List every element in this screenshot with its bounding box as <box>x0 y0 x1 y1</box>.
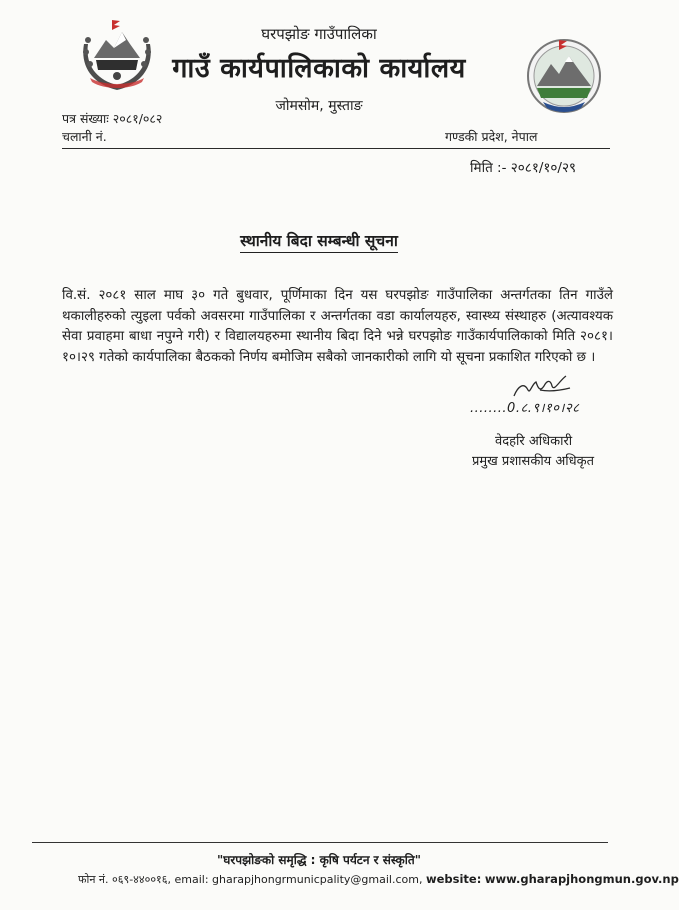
notice-body: वि.सं. २०८१ साल माघ ३० गते बुधवार, पूर्णिमाका दिन यस घरपझोङ गाउँपालिका अन्तर्गतका तिन गाउँले थकालीहरुको त्युइला पर्वको अवसरमा गाउँपालिका र अन्तर्गतका वडा कार्यालयहरु, स्वास्थ्य संस्थाहरु (अत्यावश्यक सेवा प्रवाहमा बाधा नपुग्ने गरी) र विद्यालयहरुमा स्थानीय बिदा दिने भन्ने घरपझोङ गाउँकार्यपालिकाको मिति २०८१।१०।२९ गतेको कार्यपालिका बैठकको निर्णय बमोजिम सबैको जानकारीको लागि यो सूचना प्रकाशित गरिएको छ । <box>62 288 613 365</box>
footer-contact <box>78 872 679 887</box>
signatory-name: वेदहरि अधिकारी <box>495 434 573 449</box>
letter-date: मिति :- २०८१/१०/२९ <box>470 160 577 176</box>
website-url: www.gharapjhongmun.gov.np <box>484 872 679 886</box>
signature-date: ........0.८.९।१०।२८ <box>470 401 580 416</box>
footer-divider <box>32 842 608 843</box>
notice-title-text: स्थानीय बिदा सम्बन्धी सूचना <box>240 232 398 253</box>
reference-number: पत्र संख्याः २०८१/०८२ <box>62 111 163 126</box>
office-name: गाउँ कार्यपालिकाको कार्यालय <box>172 53 466 84</box>
municipality-name: घरपझोङ गाउँपालिका <box>261 25 377 43</box>
signatory-title: प्रमुख प्रशासकीय अधिकृत <box>472 454 595 469</box>
province-country: गण्डकी प्रदेश, नेपाल <box>445 129 538 144</box>
header-divider <box>62 148 610 149</box>
notice-title <box>0 229 638 251</box>
footer-slogan: "घरपझोङको समृद्धि : कृषि पर्यटन र संस्कृति" <box>217 853 421 867</box>
website-label: website: <box>425 872 482 886</box>
office-location: जोमसोम, मुस्ताङ <box>275 98 363 114</box>
phone-number: फोन नं. ०६९-४४००१६, <box>78 873 171 886</box>
email-label: email: <box>174 873 209 886</box>
dispatch-number: चलानी नं. <box>62 129 107 144</box>
email-address: gharapjhongrmunicpality@gmail.com, <box>212 873 423 886</box>
signature-block <box>470 372 610 420</box>
